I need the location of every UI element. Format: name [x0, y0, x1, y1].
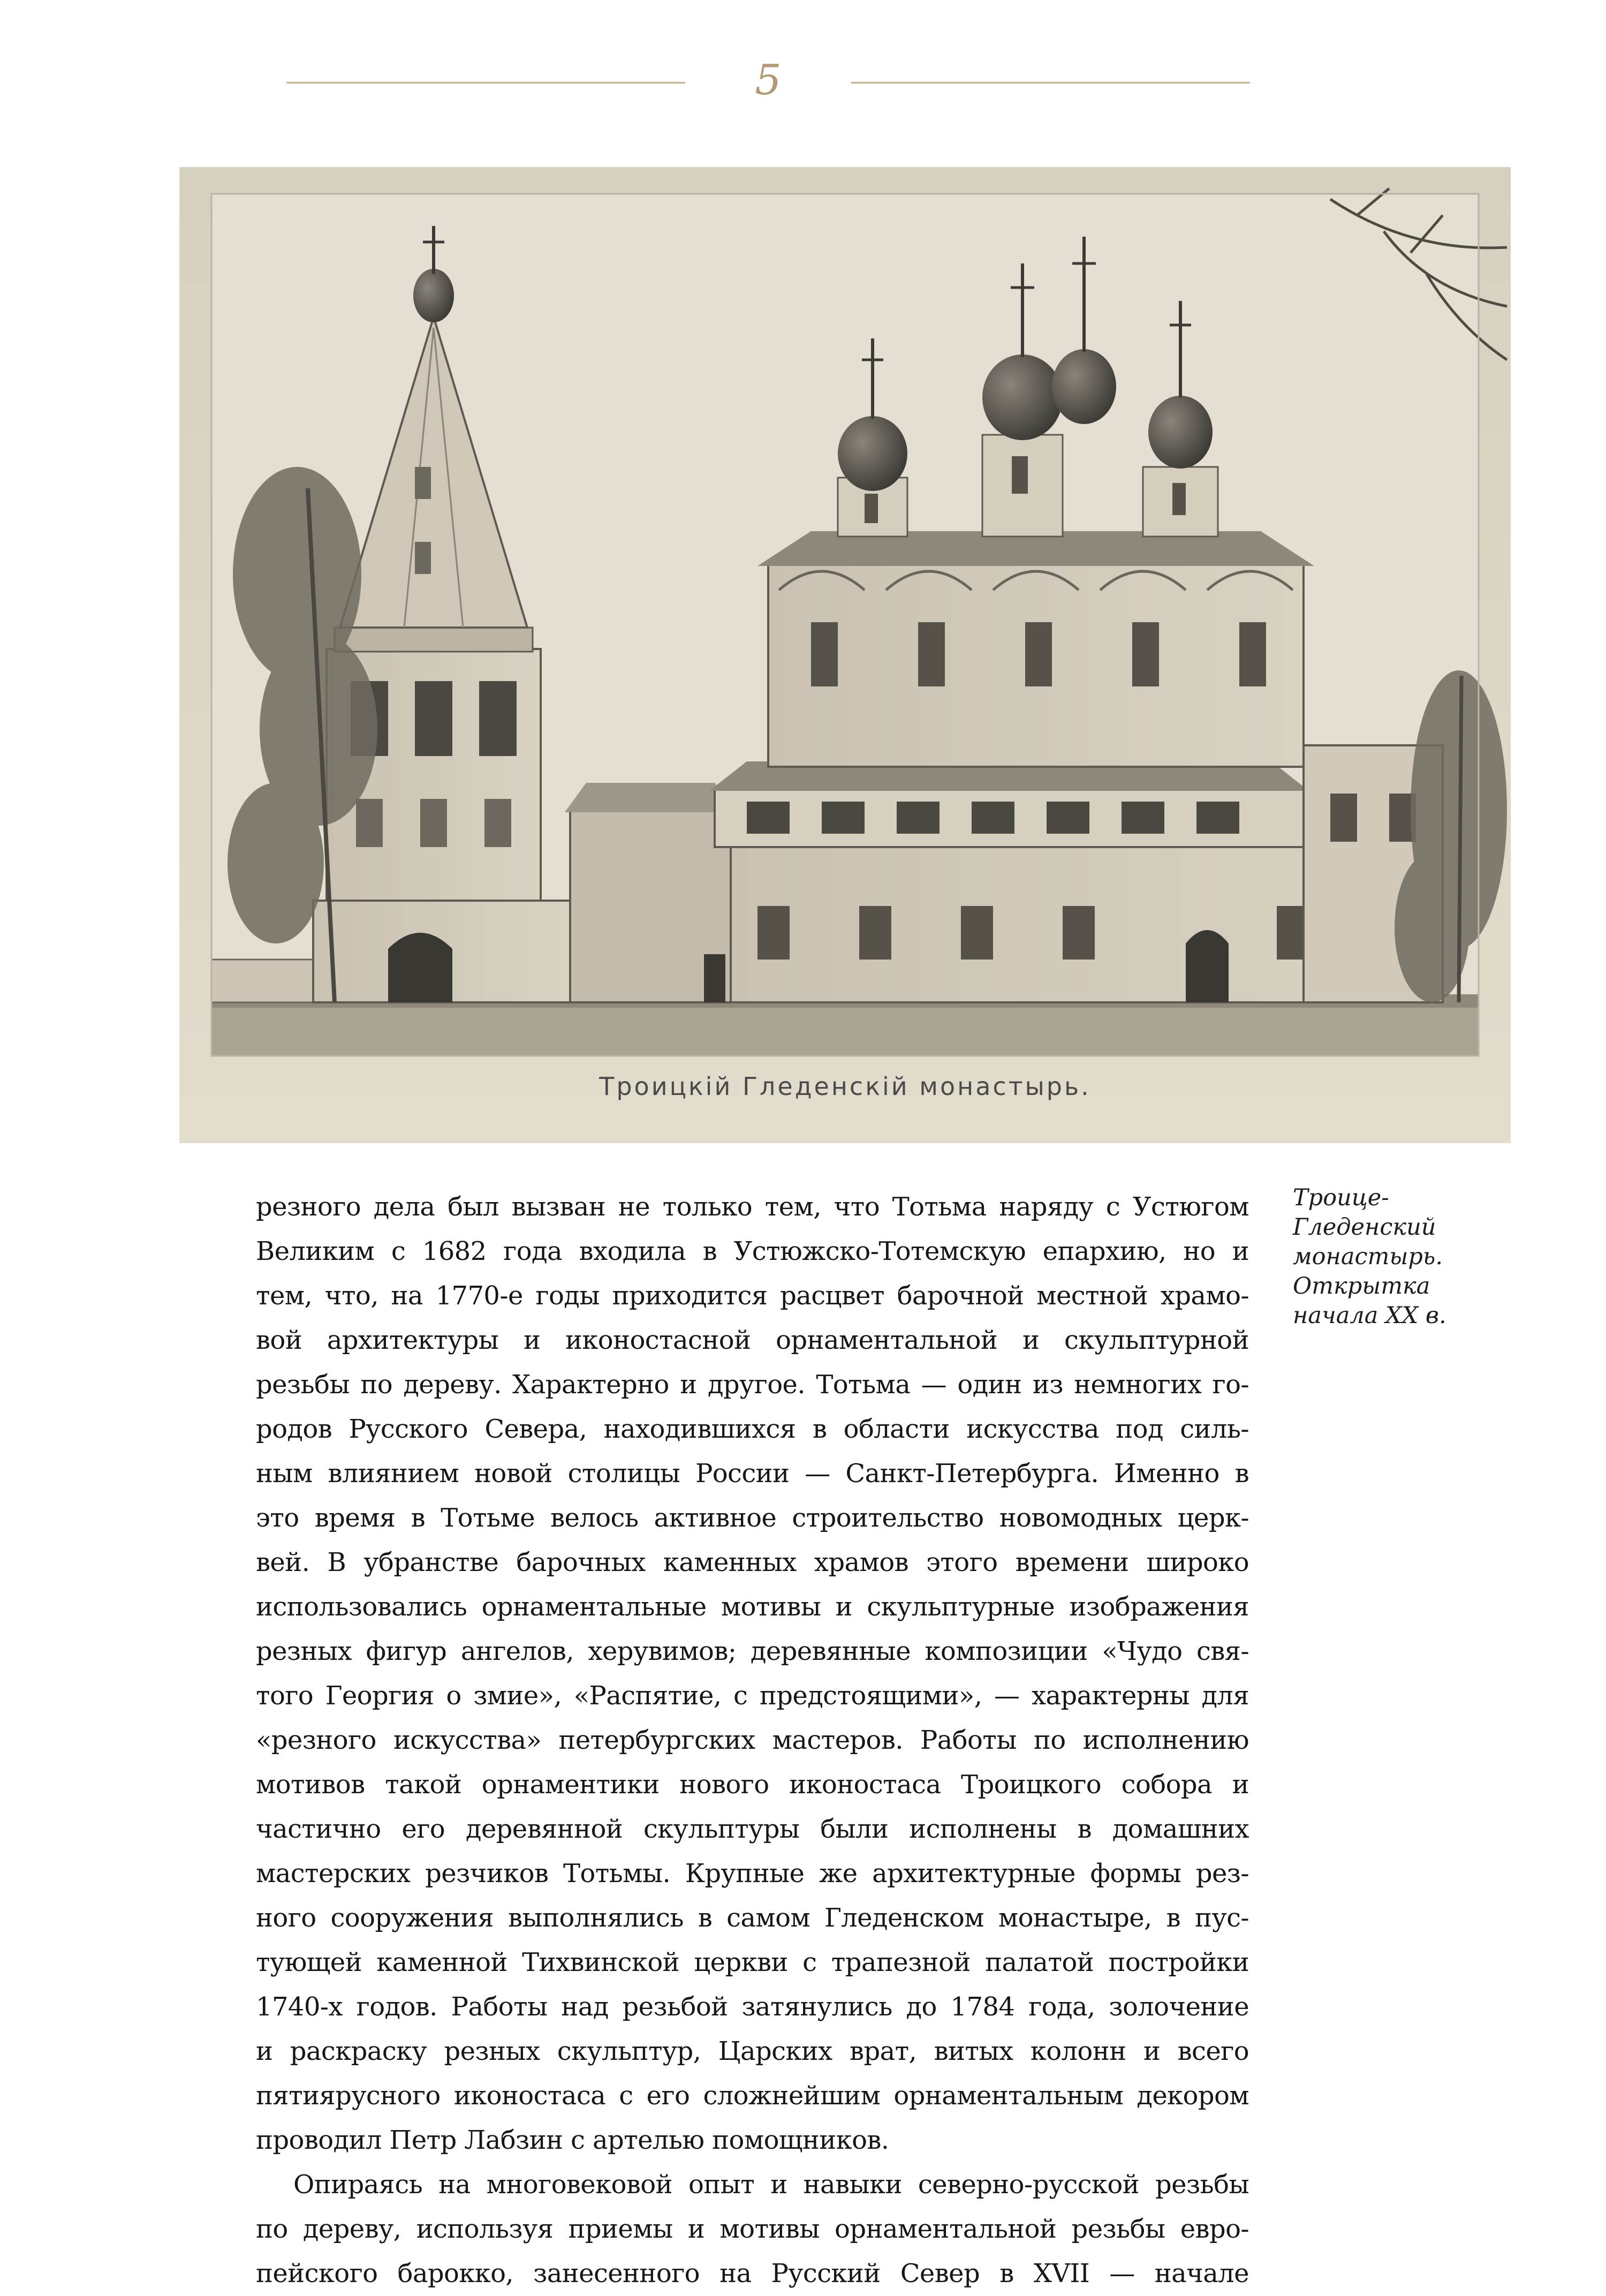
side-caption-line: Троице- [1293, 1184, 1389, 1211]
text-line: 1740-х годов. Работы над резьбой затянулись до 1784 года, золочение [256, 1992, 1249, 2022]
text-line: Великим с 1682 года входила в Устюжско-Тотемскую епархию, но и [256, 1236, 1249, 1266]
text-line: частично его деревянной скульптуры были исполнены в домашних [256, 1814, 1249, 1844]
side-caption-line: начала XX в. [1293, 1302, 1446, 1329]
text-line: использовались орнаментальные мотивы и скульптурные изображения [256, 1592, 1249, 1622]
monastery-photograph [179, 167, 1511, 1143]
photo-caption: Троицкій Гледенскій монастырь. [599, 1072, 1091, 1101]
text-line: и раскраску резных скульптур, Царских врат, витых колонн и всего [256, 2036, 1249, 2066]
text-line: пятиярусного иконостаса с его сложнейшим орнаментальным декором [256, 2081, 1249, 2111]
text-line: пейского барокко, занесенного на Русский Север в XVII — начале [256, 2259, 1249, 2289]
text-line: ного сооружения выполнялись в самом Гледенском монастыре, в пус- [256, 1903, 1249, 1933]
side-caption [1293, 1183, 1507, 1331]
text-line: родов Русского Севера, находившихся в области искусства под силь- [256, 1414, 1249, 1444]
monastery-photo-illustration [179, 167, 1511, 1143]
text-line: вой архитектуры и иконостасной орнаментальной и скульптурной [256, 1325, 1249, 1355]
side-caption-line: Открытка [1293, 1273, 1430, 1300]
text-line: резных фигур ангелов, херувимов; деревянные композиции «Чудо свя- [256, 1636, 1249, 1666]
header-rule-right [851, 82, 1250, 84]
header-rule-left [286, 82, 685, 84]
text-line: ным влиянием новой столицы России — Санкт-Петербурга. Именно в [256, 1459, 1249, 1489]
text-line: резьбы по дереву. Характерно и другое. Тотьма — один из немногих го- [256, 1370, 1249, 1400]
text-line: «резного искусства» петербургских мастеров. Работы по исполнению [256, 1725, 1249, 1755]
text-line: тующей каменной Тихвинской церкви с трапезной палатой постройки [256, 1947, 1249, 1977]
text-line: по дереву, используя приемы и мотивы орнаментальной резьбы евро- [256, 2214, 1249, 2244]
side-caption-line: Гледенский [1293, 1214, 1436, 1241]
text-line: мастерских резчиков Тотьмы. Крупные же архитектурные формы рез- [256, 1859, 1249, 1889]
text-line: тем, что, на 1770-е годы приходится расцвет барочной местной храмо- [256, 1281, 1249, 1311]
body-text [256, 1185, 1249, 2296]
text-line: того Георгия о змие», «Распятие, с предстоящими», — характерны для [256, 1681, 1249, 1711]
text-line: проводил Петр Лабзин с артелью помощников. [256, 2125, 889, 2155]
text-line: это время в Тотьме велось активное строительство новомодных церк- [256, 1503, 1249, 1533]
text-line: резного дела был вызван не только тем, что Тотьма наряду с Устюгом [256, 1192, 1249, 1222]
side-caption-line: монастырь. [1293, 1243, 1443, 1270]
text-line: Опираясь на многовековой опыт и навыки северно-русской резьбы [293, 2170, 1249, 2200]
page-number: 5 [755, 56, 782, 104]
text-line: вей. В убранстве барочных каменных храмов этого времени широко [256, 1547, 1249, 1577]
text-line: мотивов такой орнаментики нового иконостаса Троицкого собора и [256, 1770, 1249, 1800]
